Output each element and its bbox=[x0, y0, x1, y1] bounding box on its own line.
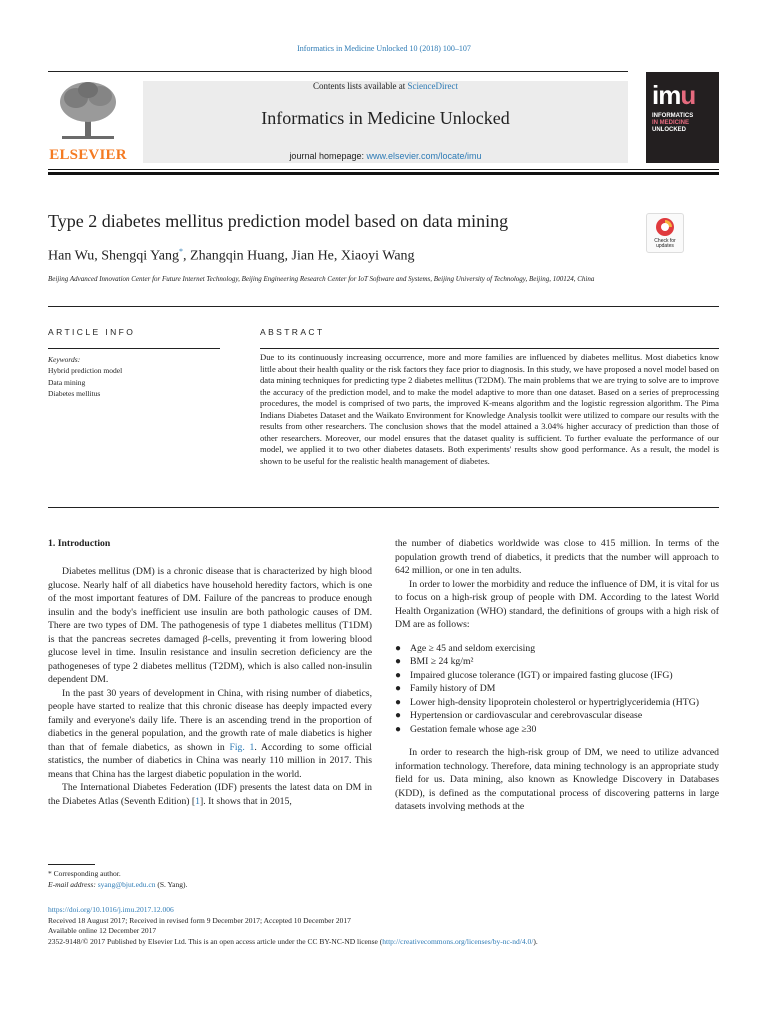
left-column bbox=[48, 565, 372, 808]
keyword-item: Diabetes mellitus bbox=[48, 388, 101, 398]
keyword-item: Data mining bbox=[48, 377, 86, 387]
journal-title: Informatics in Medicine Unlocked bbox=[261, 108, 510, 128]
cover-subtitle: INFORMATICS IN MEDICINE UNLOCKED bbox=[652, 113, 694, 133]
check-for-updates-button[interactable]: Check for updates bbox=[646, 213, 684, 253]
banner-rule-thick bbox=[48, 172, 719, 175]
paragraph: Diabetes mellitus (DM) is a chronic disease that is characterized by high blood glucose. Nearly half of all diabetics have household heredity factors, which is one of the most important features of DM. Failure of the pancreas to produce enough insulin and the body's inefficient use insulin are both pathologic causes of DM. There are two types of DM. The pathogenesis of type 1 diabetes mellitus (T1DM) is that the pancreas secretes damaged β-cells, preventing it from lowering blood glucose level in time. Insulin resistance and insulin secretion deficiency are the pathogeneses of type 2 diabetes mellitus (T2DM), which is also called non-insulin dependent DM. bbox=[48, 566, 372, 685]
license-line: 2352-9148/© 2017 Published by Elsevier Ltd. This is an open access article under the CC BY-NC-ND license (http://creativecommons.org/licenses/by-nc-nd/4.0/). bbox=[48, 936, 538, 946]
article-title: Type 2 diabetes mellitus prediction model based on data mining bbox=[48, 211, 509, 231]
homepage-link[interactable]: www.elsevier.com/locate/imu bbox=[366, 151, 482, 161]
check-updates-icon bbox=[655, 217, 675, 237]
list-item: ● BMI ≥ 24 kg/m² bbox=[395, 655, 719, 669]
contents-line: Contents lists available at ScienceDirect bbox=[313, 81, 458, 91]
right-column bbox=[395, 537, 719, 814]
author-list: Han Wu, Shengqi Yang*, Zhangqin Huang, Jian He, Xiaoyi Wang bbox=[48, 247, 415, 264]
affiliation: Beijing Advanced Innovation Center for Future Internet Technology, Beijing Engineering Research Center for IoT Software and Systems, Beijing University of Technology, Beijing, 100124, China bbox=[48, 275, 595, 283]
footnote-rule bbox=[48, 864, 95, 865]
elsevier-tree-icon bbox=[56, 78, 120, 142]
paragraph: In order to research the high-risk group of DM, we need to utilize advanced information technology. Therefore, data mining technology is an appropriate study field for us. Data mining, also known as Knowledge Discovery in Databases (KDD), is defined as the computational process of discovering patterns in large datasets involving methods at the bbox=[395, 747, 719, 812]
article-info-rule bbox=[48, 348, 220, 349]
email-link[interactable]: syang@bjut.edu.cn bbox=[97, 880, 156, 889]
paragraph: In order to lower the morbidity and reduce the influence of DM, it is vital for us to focus on a high-risk group of people with DM. According to the latest World Health Organization (WHO) standard, the definitions of groups with a high risk of DM are as follows: bbox=[395, 578, 719, 630]
paragraph: In the past 30 years of development in China, with rising number of diabetics, people have started to realize that this chronic disease has deeply impacted every family and everyone's daily life. There is an ascending trend in the proportion of diabetics in the general population, and the growth rate of male diabetics is higher than that of female diabetics, as shown in Fig. 1. According to some official statistics, the number of diabetics in China was nearly 110 million in 2017. This means that China has the largest diabetic population in the world. bbox=[48, 687, 372, 780]
corresponding-author-mark[interactable]: * bbox=[179, 247, 184, 256]
journal-banner bbox=[143, 81, 628, 163]
paragraph: The International Diabetes Federation (IDF) presents the latest data on DM in the Diabetes Atlas (Seventh Edition) [1]. It shows that in 2015, bbox=[48, 782, 372, 807]
imu-logo: imu bbox=[652, 80, 696, 110]
received-dates: Received 18 August 2017; Received in revised form 9 December 2017; Accepted 10 December 2017 bbox=[48, 915, 351, 925]
section-rule bbox=[48, 306, 719, 307]
list-item: ● Family history of DM bbox=[395, 682, 719, 696]
doi-link[interactable]: https://doi.org/10.1016/j.imu.2017.12.006 bbox=[48, 905, 174, 914]
sciencedirect-link[interactable]: ScienceDirect bbox=[407, 81, 458, 91]
footnote: * Corresponding author. E-mail address: syang@bjut.edu.cn (S. Yang). bbox=[48, 869, 188, 889]
list-item: ● Lower high-density lipoprotein cholesterol or hypertriglyceridemia (HTG) bbox=[395, 696, 719, 710]
article-info-heading: ARTICLE INFO bbox=[48, 327, 136, 337]
abstract-rule bbox=[260, 348, 719, 349]
elsevier-logo bbox=[48, 78, 128, 164]
reference-1-link[interactable]: 1 bbox=[195, 795, 201, 807]
keywords-block bbox=[48, 354, 122, 399]
abstract-heading: ABSTRACT bbox=[260, 327, 325, 337]
journal-reference[interactable]: Informatics in Medicine Unlocked 10 (2018) 100–107 bbox=[297, 44, 471, 53]
abstract-end-rule bbox=[48, 507, 719, 508]
list-item: ● Age ≥ 45 and seldom exercising bbox=[395, 642, 719, 656]
elsevier-wordmark: ELSEVIER bbox=[49, 147, 127, 163]
list-item: ● Gestation female whose age ≥30 bbox=[395, 723, 719, 737]
list-item: ● Impaired glucose tolerance (IGT) or impaired fasting glucose (IFG) bbox=[395, 669, 719, 683]
homepage-line: journal homepage: www.elsevier.com/locate/imu bbox=[289, 151, 482, 161]
keywords-label: Keywords: bbox=[48, 355, 81, 364]
license-link[interactable]: http://creativecommons.org/licenses/by-nc-nd/4.0/ bbox=[382, 936, 534, 946]
banner-rule-thin bbox=[48, 169, 719, 170]
list-item: ● Hypertension or cardiovascular and cerebrovascular disease bbox=[395, 709, 719, 723]
risk-group-list bbox=[395, 642, 719, 737]
introduction-heading: 1. Introduction bbox=[48, 538, 111, 549]
online-date: Available online 12 December 2017 bbox=[48, 926, 157, 935]
header-rule bbox=[48, 71, 628, 72]
journal-cover bbox=[646, 72, 719, 163]
keyword-item: Hybrid prediction model bbox=[48, 366, 123, 376]
paragraph: the number of diabetics worldwide was close to 415 million. In terms of the population growth trend of diabetics, it predicts that the number will approach to 642 million, or one in ten adults. bbox=[395, 538, 719, 576]
article-footer bbox=[48, 905, 719, 947]
figure-1-link[interactable]: Fig. 1 bbox=[229, 741, 255, 753]
abstract-text: Due to its continuously increasing occurrence, more and more families are influenced by diabetes mellitus. Most diabetics know little about their health quality or the risk factors they face prior to diagnosis. In this study, we have proposed a novel model based on data mining techniques for predicting type 2 diabetes mellitus (T2DM). The main problems that we are trying to solve are to improve the accuracy of the prediction model, and to make the model adaptive to more than one dataset. Based on a series of preprocessing procedures, the model is comprised of two parts, the improved K-means algorithm and the logistic regression algorithm. The Pima Indians Diabetes Dataset and the Waikato Environment for Knowledge Analysis toolkit were utilized to compare our results with the results from other researchers. The conclusion shows that the model attained a 3.04% higher accuracy of prediction than those of other researchers. Moreover, our model ensures that the dataset quality is sufficient. To further evaluate the performance of our model, we applied it to two other diabetes datasets. Both experiments' results show good performance. As a result, the model is shown to be useful for the realistic health management of diabetes. bbox=[260, 352, 719, 466]
